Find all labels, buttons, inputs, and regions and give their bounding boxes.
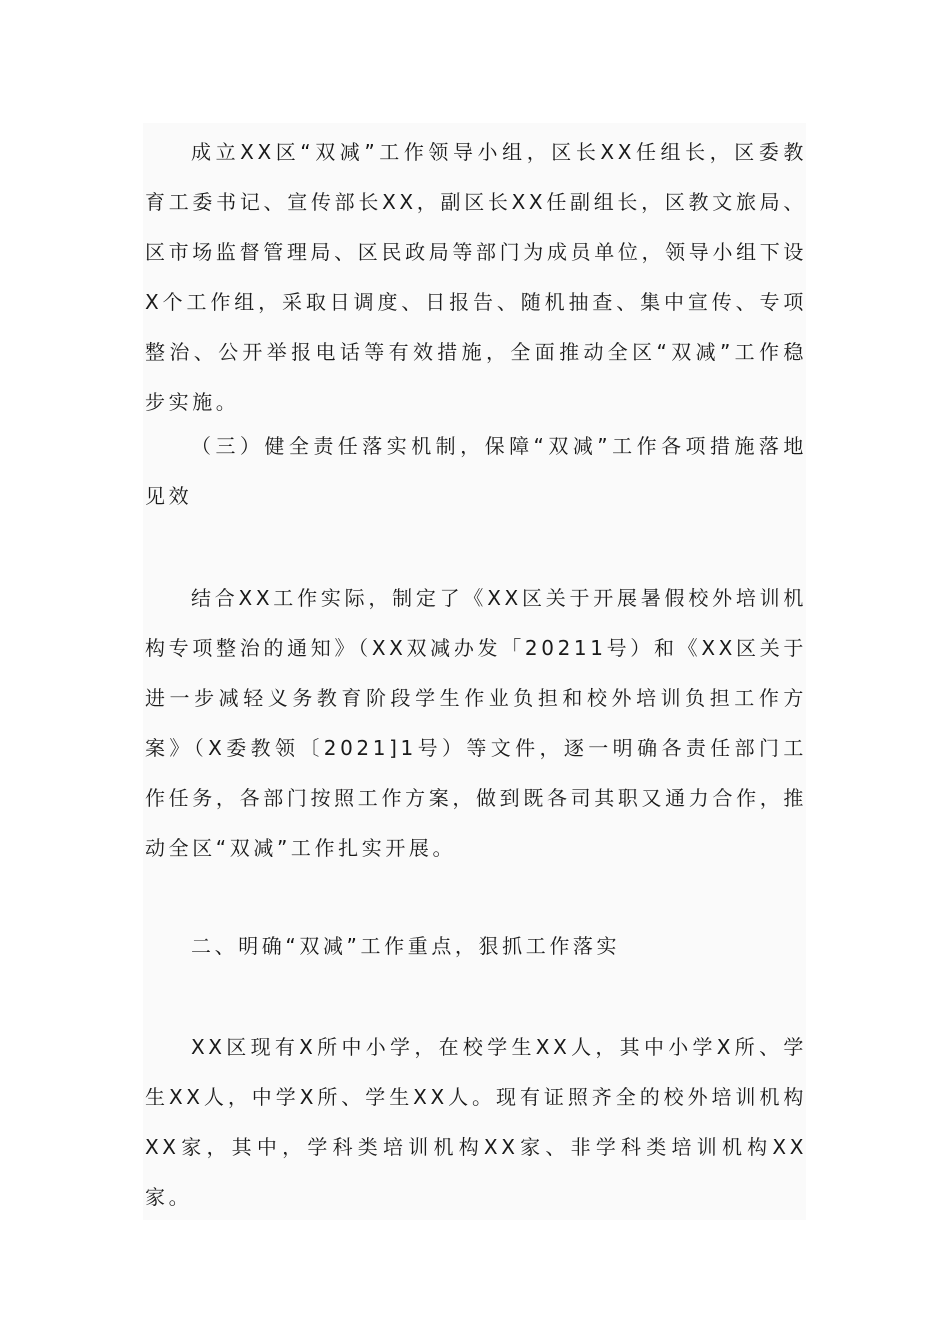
- body-paragraph-schools: XX区现有X所中小学，在校学生XX人，其中小学X所、学生XX人，中学X所、学生XX人。现有证照齐全的校外培训机构XX家，其中，学科类培训机构XX家、非学科类培训机构XX家。: [145, 1035, 807, 1209]
- body-paragraph-documents: 结合XX工作实际，制定了《XX区关于开展暑假校外培训机构专项整治的通知》（XX双减办发「20211号）和《XX区关于进一步减轻义务教育阶段学生作业负担和校外培训负担工作方案》（X委教领〔2021]1号）等文件，逐一明确各责任部门工作任务，各部门按照工作方案，做到既各司其职又通力合作，推动全区“双减”工作扎实开展。: [145, 586, 807, 860]
- section-heading-responsibility: （三）健全责任落实机制，保障“双减”工作各项措施落地见效: [145, 434, 807, 508]
- section-heading-key-work: 二、明确“双减”工作重点，狠抓工作落实: [191, 934, 621, 958]
- body-paragraph-leading-group: 成立XX区“双减”工作领导小组，区长XX任组长，区委教育工委书记、宣传部长XX，副区长XX任副组长，区教文旅局、区市场监督管理局、区民政局等部门为成员单位，领导小组下设X个工作组，采取日调度、日报告、随机抽查、集中宣传、专项整治、公开举报电话等有效措施，全面推动全区“双减”工作稳步实施。: [145, 140, 807, 414]
